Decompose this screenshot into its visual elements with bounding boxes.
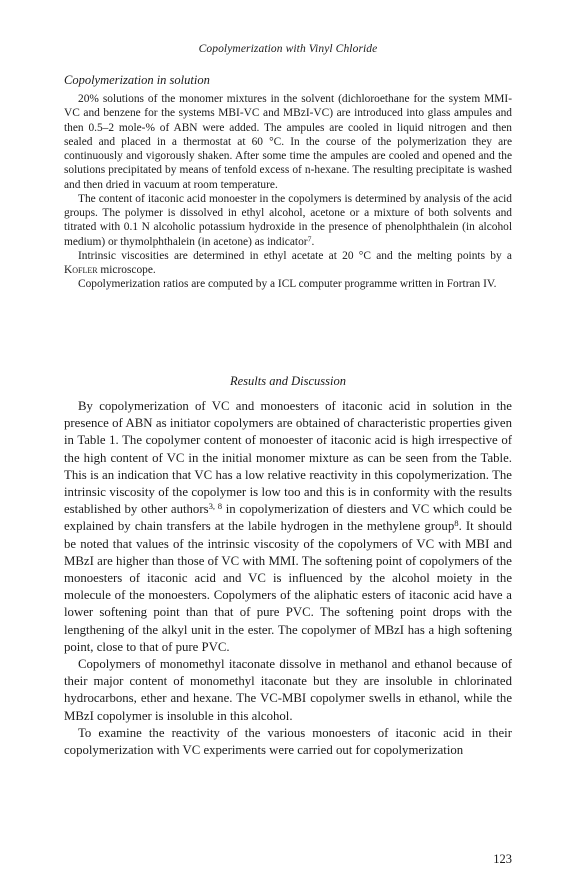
paragraph: The content of itaconic acid monoester in the copolymers is determined by analysis of the acid groups. The polymer is dissolved in ethyl alcohol, acetone or a mixture of both solvents and titrated with 0.1 N alcoholic potassium hydroxide in the presence of phenolphthalein (in alcohol medium) or thymolphthalein (in acetone) as indicator$^7$. xyxy=(64,192,512,248)
results-text-block xyxy=(64,398,512,759)
paragraph: 20% solutions of the monomer mixtures in the solvent (dichloroethane for the system MMI-VC and benzene for the systems MBI-VC and MBzI-VC) are introduced into glass ampules and then 0.5–2 mole-% of ABN were added. The ampules are cooled in liquid nitrogen and then sealed and placed in a thermostat at 60 °C. In the course of the polymerization they are continuously and vigorously shaken. After some time the ampules are cooled and opened and the solutions precipitated by means of tenfold excess of n-hexane. The resulting precipitate is washed and then dried in vacuum at room temperature. xyxy=(64,93,512,191)
section-heading-results: Results and Discussion xyxy=(230,374,346,388)
paragraph: Copolymers of monomethyl itaconate dissolve in methanol and ethanol because of their major content of monomethyl itaconate but they are insoluble in chlorinated hydrocarbons, ether and hexane. The VC-MBI copolymer swells in ethanol, while the MBzI copolymer is insoluble in this alcohol. xyxy=(64,657,512,723)
experimental-text-block xyxy=(64,92,512,292)
paragraph: Copolymerization ratios are computed by a ICL computer programme written in Fortran IV. xyxy=(78,278,497,291)
running-head: Copolymerization with Vinyl Chloride xyxy=(198,43,378,55)
section-heading-solution: Copolymerization in solution xyxy=(64,73,210,87)
author-name: Kofler xyxy=(64,264,98,276)
page-number: 123 xyxy=(493,852,512,866)
reference-superscript: 8 xyxy=(454,518,459,529)
reference-superscript: 3, 8 xyxy=(208,501,223,512)
paragraph: To examine the reactivity of the various monoesters of itaconic acid in their copolymerization with VC experiments were carried out for copolymerization xyxy=(64,725,512,758)
paragraph: Intrinsic viscosities are determined in ethyl acetate at 20 °C and the melting points by a Kofler microscope. xyxy=(64,249,512,276)
paragraph: By copolymerization of VC and monoesters of itaconic acid in solution in the presence of ABN as initiator copolymers are obtained of characteristic properties given in Table 1. The copolymer content of monoester of itaconic acid is high irrespective of the high content of VC in the initial monomer mixture as can be seen from the Table. This is an indication that VC has a low relative reactivity in this copolymerization. The intrinsic viscosity of the copolymer is low too and this is in conformity with the results established by other authors$^{3, 8}$ in copolymerization of diesters and VC which could be explained by chain transfers at the labile hydrogen in the methylene group$^8$. It should be noted that values of the intrinsic viscosity of the copolymers of VC with MBI and MBzI are higher than those of VC with MMI. The softening point of copolymers of the monoesters of itaconic acid and VC is influenced by the alcohol moiety in the molecule of the monoesters. Copolymers of the aliphatic esters of itaconic acid have a lower softening point than that of pure PVC. The softening point drops with the lengthening of the alkyl unit in the ester. The copolymer of MBzI has a high softening point, close to that of pure PVC. xyxy=(64,399,513,654)
reference-superscript: 7 xyxy=(307,234,312,244)
